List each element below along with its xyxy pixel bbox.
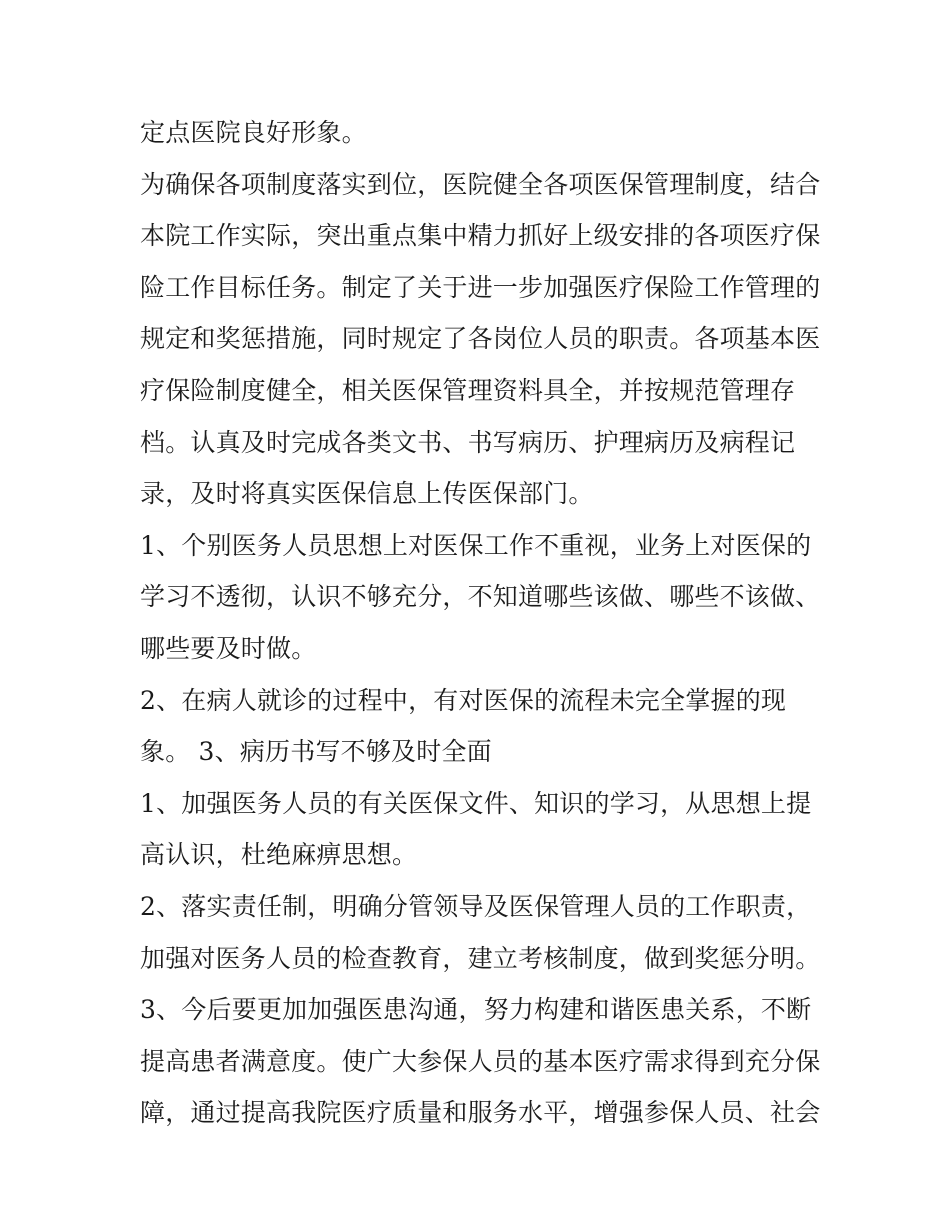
- text-line: 规定和奖惩措施，同时规定了各岗位人员的职责。各项基本医: [140, 324, 821, 354]
- text-line: 高认识，杜绝麻痹思想。: [140, 840, 418, 870]
- text-line: 学习不透彻，认识不够充分，不知道哪些该做、哪些不该做、: [140, 582, 821, 612]
- text-line: 加强对医务人员的检查教育，建立考核制度，做到奖惩分明。: [140, 943, 821, 973]
- document-page: [140, 107, 820, 1139]
- text-line: 1、加强医务人员的有关医保文件、知识的学习，从思想上提: [140, 788, 812, 818]
- text-line: 障，通过提高我院医疗质量和服务水平，增强参保人员、社会: [140, 1098, 821, 1128]
- text-line: 为确保各项制度落实到位，医院健全各项医保管理制度，结合: [140, 169, 821, 199]
- text-line: 定点医院良好形象。: [140, 118, 367, 147]
- text-line: 3、今后要更加加强医患沟通，努力构建和谐医患关系，不断: [140, 995, 812, 1025]
- text-line: 录，及时将真实医保信息上传医保部门。: [140, 479, 594, 509]
- text-line: 哪些要及时做。: [140, 633, 317, 663]
- text-line: 疗保险制度健全，相关医保管理资料具全，并按规范管理存: [140, 375, 796, 405]
- text-line: 1、个别医务人员思想上对医保工作不重视，业务上对医保的: [140, 530, 812, 560]
- text-line: 2、在病人就诊的过程中，有对医保的流程未完全掌握的现: [140, 685, 787, 715]
- text-line: 象。 3、病历书写不够及时全面: [140, 737, 492, 767]
- text-line: 2、落实责任制，明确分管领导及医保管理人员的工作职责，: [140, 891, 812, 921]
- text-line: 档。认真及时完成各类文书、书写病历、护理病历及病程记: [140, 427, 796, 457]
- text-line: 险工作目标任务。制定了关于进一步加强医疗保险工作管理的: [140, 272, 821, 302]
- text-line: 本院工作实际，突出重点集中精力抓好上级安排的各项医疗保: [140, 221, 821, 251]
- text-line: 提高患者满意度。使广大参保人员的基本医疗需求得到充分保: [140, 1046, 821, 1076]
